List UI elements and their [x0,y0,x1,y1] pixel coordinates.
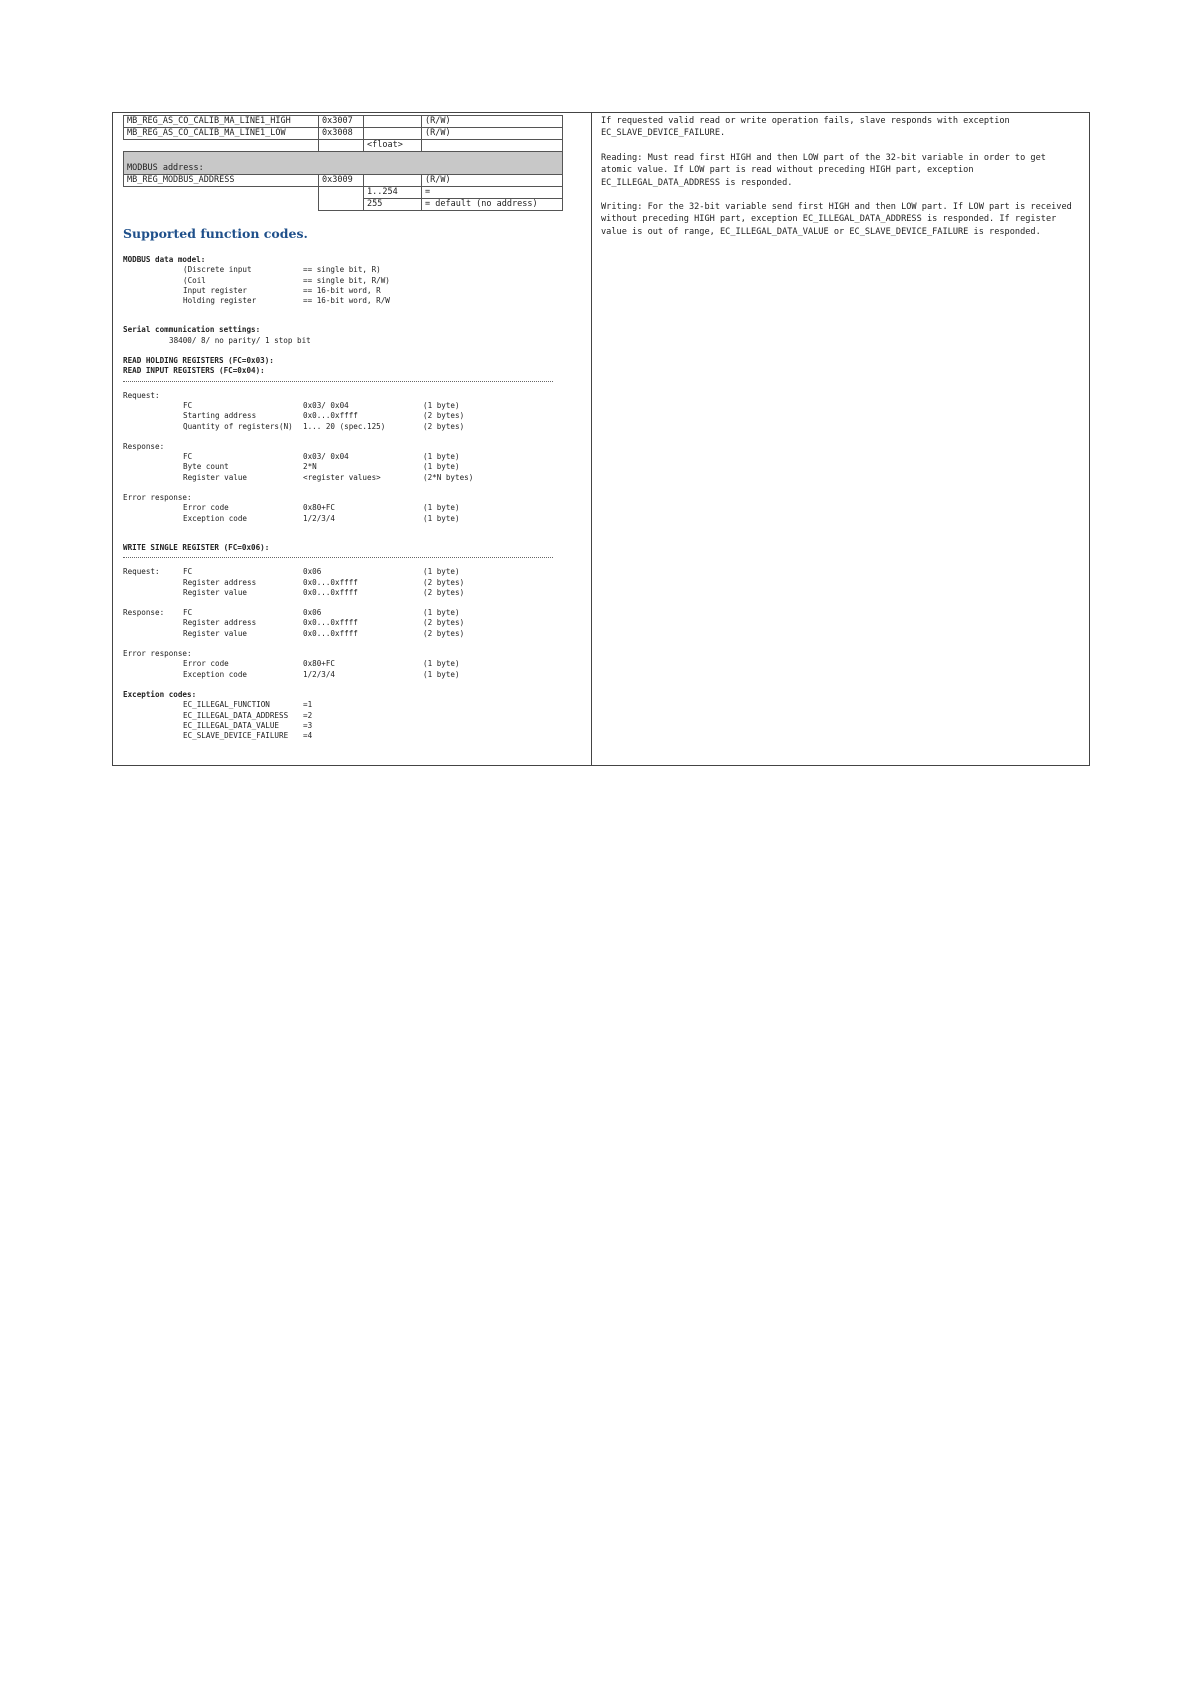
exception-name: EC_ILLEGAL_FUNCTION [183,700,270,710]
list-item [123,588,583,598]
list-item [123,721,583,731]
field-size: (2 bytes) [423,577,465,587]
field-value: 0x06 [303,567,322,577]
list-item [123,629,583,639]
list-item [123,608,583,618]
dotted-separator [123,557,553,564]
field-value: 0x0...0xffff [303,628,358,638]
register-access: (R/W) [422,128,563,140]
model-value: == 16-bit word, R [303,285,381,295]
field-name: FC [183,452,193,462]
exception-value: =1 [303,700,313,710]
register-range: 255 [364,199,422,211]
list-item [123,618,583,628]
field-value: 0x0...0xffff [303,577,358,587]
list-item [123,286,583,296]
read-response-label: Response: [123,441,165,451]
field-value: 0x03/ 0x04 [303,452,349,462]
list-item [123,567,583,577]
register-name: MB_REG_AS_CO_CALIB_MA_LINE1_LOW [124,128,319,140]
write-response-label: Response: [123,608,165,618]
field-name: Exception code [183,669,248,679]
exception-value: =4 [303,731,313,741]
model-key: (Coil [183,275,206,285]
field-name: Error code [183,503,229,513]
list-item [123,296,583,306]
list-item [123,700,583,710]
field-name: Byte count [183,462,229,472]
field-name: FC [183,400,193,410]
empty-cell [124,187,319,199]
list-item [123,401,583,411]
field-size: (2 bytes) [423,628,465,638]
table-row [124,116,563,128]
table-row [124,128,563,140]
register-address: 0x3007 [319,116,364,128]
exception-value: =2 [303,710,313,720]
data-model-title: MODBUS data model: [123,255,206,264]
field-name: Exception code [183,513,248,523]
paragraph-writing: Writing: For the 32-bit variable send first HIGH and then LOW part. If LOW part is received without preceding HIGH part, exception EC_ILLEGAL_DATA_ADDRESS is responded. If register value is out of range, EC_ILLEGAL_DATA_VALUE or EC_SLAVE_DEVICE_FAILURE is responded. [601,202,1072,237]
list-item [123,711,583,721]
field-name: Error code [183,659,229,669]
model-key: (Discrete input [183,265,252,275]
register-address: 0x3009 [319,175,364,187]
serial-value-row [123,336,583,346]
list-item [123,670,583,680]
field-size: (1 byte) [423,462,460,472]
exception-name: EC_ILLEGAL_DATA_ADDRESS [183,710,289,720]
paragraph-reading: Reading: Must read first HIGH and then LOW part of the 32-bit variable in order to get atomic value. If LOW part is read without preceding HIGH part, exception EC_ILLEGAL_DATA_ADDRESS is responded. [601,152,1046,188]
list-item [123,462,583,472]
field-value: 0x80+FC [303,659,336,669]
table-row [124,187,563,199]
table-section-row [124,152,563,175]
register-range [364,116,422,128]
empty-cell [319,187,364,199]
register-range [364,128,422,140]
field-size: (2 bytes) [423,411,465,421]
field-size: (1 byte) [423,669,460,679]
read-request-label: Request: [123,390,160,400]
field-size: (1 byte) [423,452,460,462]
table-row [124,199,563,211]
field-name: Register value [183,628,248,638]
register-range: <float> [364,140,422,152]
list-item [123,473,583,483]
model-value: == 16-bit word, R/W [303,296,390,306]
list-item [123,514,583,524]
field-value: <register values> [303,472,381,482]
field-name: Register address [183,577,257,587]
empty-cell [319,199,364,211]
data-model-block [123,255,583,741]
register-access: = [422,187,563,199]
field-name: FC [183,608,193,618]
section-heading: Supported function codes. [123,226,308,241]
table-row [124,140,563,152]
section-label: MODBUS address: [124,152,563,175]
left-column [123,115,583,741]
list-item [123,578,583,588]
field-size: (1 byte) [423,567,460,577]
register-address: 0x3008 [319,128,364,140]
write-error-label: Error response: [123,649,192,659]
field-size: (1 byte) [423,608,460,618]
list-item [123,422,583,432]
list-item [123,659,583,669]
field-value: 0x0...0xffff [303,411,358,421]
register-name: MB_REG_MODBUS_ADDRESS [124,175,319,187]
serial-value: 38400/ 8/ no parity/ 1 stop bit [169,335,311,345]
write-request-label: Request: [123,567,160,577]
register-access [422,140,563,152]
field-value: 0x80+FC [303,503,336,513]
serial-title: Serial communication settings: [123,325,261,335]
field-size: (1 byte) [423,659,460,669]
list-item [123,452,583,462]
model-value: == single bit, R/W) [303,275,390,285]
list-item [123,503,583,513]
register-access: = default (no address) [422,199,563,211]
read-title-holding: READ HOLDING REGISTERS (FC=0x03): [123,356,274,366]
field-name: Register value [183,587,248,597]
empty-cell [124,199,319,211]
field-size: (1 byte) [423,503,460,513]
field-size: (2 bytes) [423,421,465,431]
field-name: Quantity of registers(N) [183,421,293,431]
right-column [601,115,1081,250]
field-value: 2*N [303,462,317,472]
field-size: (1 byte) [423,513,460,523]
field-size: (2 bytes) [423,587,465,597]
field-size: (1 byte) [423,400,460,410]
register-access: (R/W) [422,116,563,128]
paragraph-failure: If requested valid read or write operation fails, slave responds with exception EC_SLAVE_DEVICE_FAILURE. [601,116,1010,139]
field-value: 0x0...0xffff [303,587,358,597]
register-range [364,175,422,187]
model-key: Holding register [183,296,257,306]
dotted-separator [123,381,553,388]
register-table [123,115,563,211]
register-address [319,140,364,152]
field-name: Register address [183,618,257,628]
read-error-label: Error response: [123,493,192,503]
field-name: FC [183,567,193,577]
register-access: (R/W) [422,175,563,187]
write-title: WRITE SINGLE REGISTER (FC=0x06): [123,542,270,552]
exceptions-title: Exception codes: [123,689,197,699]
field-value: 1/2/3/4 [303,513,336,523]
exception-name: EC_ILLEGAL_DATA_VALUE [183,720,280,730]
field-name: Starting address [183,411,257,421]
field-size: (2*N bytes) [423,472,474,482]
list-item [123,411,583,421]
list-item [123,265,583,275]
field-value: 1/2/3/4 [303,669,336,679]
field-value: 1... 20 (spec.125) [303,421,386,431]
model-value: == single bit, R) [303,265,381,275]
field-value: 0x0...0xffff [303,618,358,628]
exception-name: EC_SLAVE_DEVICE_FAILURE [183,731,289,741]
field-size: (2 bytes) [423,618,465,628]
field-value: 0x06 [303,608,322,618]
field-value: 0x03/ 0x04 [303,400,349,410]
table-row [124,175,563,187]
column-divider [591,113,592,765]
list-item [123,276,583,286]
exception-value: =3 [303,720,313,730]
read-title-input: READ INPUT REGISTERS (FC=0x04): [123,366,265,376]
document-frame [112,112,1090,766]
model-key: Input register [183,285,248,295]
register-name [124,140,319,152]
register-name: MB_REG_AS_CO_CALIB_MA_LINE1_HIGH [124,116,319,128]
field-name: Register value [183,472,248,482]
list-item [123,731,583,741]
register-range: 1..254 [364,187,422,199]
